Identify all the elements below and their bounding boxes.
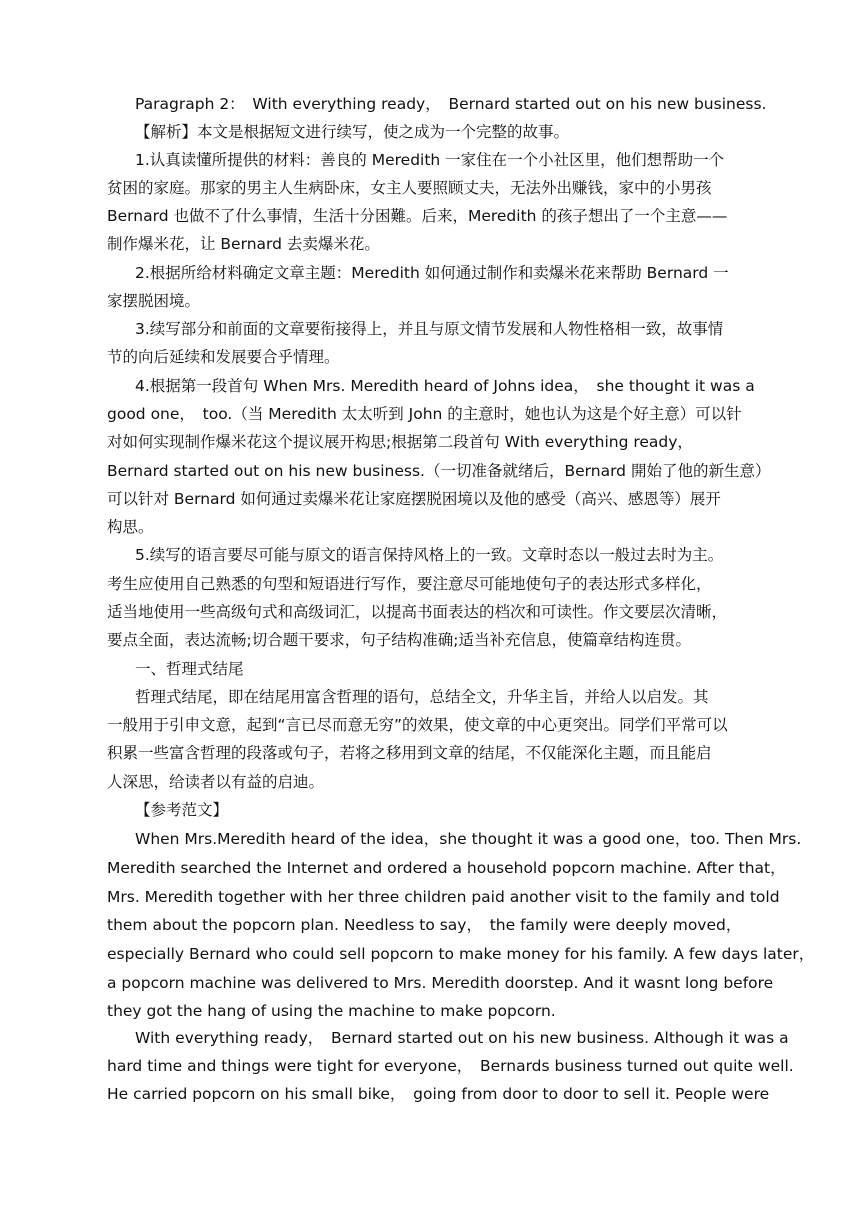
analysis-point-3-line-1: 3.续写部分和前面的文章要衔接得上，并且与原文情节发展和人物性格相一致，故事情 [135,320,724,338]
analysis-intro: 【解析】本文是根据短文进行续写，使之成为一个完整的故事。 [135,123,570,141]
analysis-point-2-line-2: 家摆脱困境。 [107,292,201,310]
analysis-point-4-line-1: 4.根据第一段首句 When Mrs. Meredith heard of Johns idea， she thought it was a [135,377,755,395]
sample-essay-p1-line-6: a popcorn machine was delivered to Mrs. Meredith doorstep. And it wasnt long before [107,974,774,992]
sample-essay-p2-line-3: He carried popcorn on his small bike， going from door to door to sell it. People were [107,1085,770,1103]
analysis-point-4-line-2: good one， too.（当 Meredith 太太听到 John 的主意时，她也认为这是个好主意）可以针 [107,405,742,423]
analysis-point-5-line-1: 5.续写的语言要尽可能与原文的语言保持风格上的一致。文章时态以一般过去时为主。 [135,546,724,564]
analysis-point-3-line-2: 节的向后延续和发展要合乎情理。 [107,348,340,366]
analysis-point-2-line-1: 2.根据所给材料确定文章主题：Meredith 如何通过制作和卖爆米花来帮助 Bernard 一 [135,264,729,282]
sample-essay-p1-line-4: them about the popcorn plan. Needless to say， the family were deeply moved， [107,916,742,934]
analysis-point-1-line-2: 贫困的家庭。那家的男主人生病卧床，女主人要照顾丈夫，无法外出赚钱，家中的小男孩 [107,179,712,197]
analysis-point-5-line-3: 适当地使用一些高级句式和高级词汇，以提高书面表达的档次和可读性。作文要层次清晰， [107,603,728,621]
section-heading-philosophical-ending: 一、哲理式结尾 [135,660,244,678]
sample-essay-p2-line-1: With everything ready， Bernard started out on his new business. Although it was a [135,1029,789,1047]
analysis-point-4-line-4: Bernard started out on his new business.（一切准备就绪后，Bernard 開始了他的新生意） [107,462,771,480]
sample-essay-heading: 【参考范文】 [135,801,229,819]
philosophical-ending-line-2: 一般用于引申文意，起到“言已尽而意无穷”的效果，使文章的中心更突出。同学们平常可以 [107,716,728,734]
philosophical-ending-line-1: 哲理式结尾，即在结尾用富含哲理的语句，总结全文，升华主旨，并给人以启发。其 [135,688,709,706]
sample-essay-p1-line-3: Mrs. Meredith together with her three children paid another visit to the family and told [107,888,780,906]
analysis-point-4-line-5: 可以针对 Bernard 如何通过卖爆米花让家庭摆脱困境以及他的感受（高兴、感恩等）展开 [107,490,721,508]
paragraph-2-heading: Paragraph 2： With everything ready， Bernard started out on his new business. [135,95,767,113]
sample-essay-p1-line-5: especially Bernard who could sell popcorn to make money for his family. A few days later， [107,945,815,963]
analysis-point-1-line-3: Bernard 也做不了什么事情，生活十分困難。后来，Meredith 的孩子想出了一个主意—— [107,207,728,225]
analysis-point-1-line-4: 制作爆米花，让 Bernard 去卖爆米花。 [107,235,380,253]
sample-essay-p1-line-7: they got the hang of using the machine to make popcorn. [107,1002,556,1020]
analysis-point-1-line-1: 1.认真读懂所提供的材料：善良的 Meredith 一家住在一个小社区里，他们想帮助一个 [135,151,725,169]
analysis-point-4-line-3: 对如何实现制作爆米花这个提议展开构思;根据第二段首句 With everything ready， [107,433,693,451]
sample-essay-p1-line-2: Meredith searched the Internet and ordered a household popcorn machine. After that， [107,859,786,877]
analysis-point-5-line-2: 考生应使用自己熟悉的句型和短语进行写作，要注意尽可能地使句子的表达形式多样化， [107,575,712,593]
sample-essay-p2-line-2: hard time and things were tight for everyone， Bernards business turned out quite well. [107,1057,794,1075]
philosophical-ending-line-4: 人深思，给读者以有益的启迪。 [107,773,325,791]
sample-essay-p1-line-1: When Mrs.Meredith heard of the idea，she thought it was a good one，too. Then Mrs. [135,830,802,848]
philosophical-ending-line-3: 积累一些富含哲理的段落或句子，若将之移用到文章的结尾，不仅能深化主题，而且能启 [107,744,712,762]
analysis-point-5-line-4: 要点全面，表达流畅;切合题干要求，句子结构准确;适当补充信息，使篇章结构连贯。 [107,631,691,649]
analysis-point-4-line-6: 构思。 [107,518,154,536]
